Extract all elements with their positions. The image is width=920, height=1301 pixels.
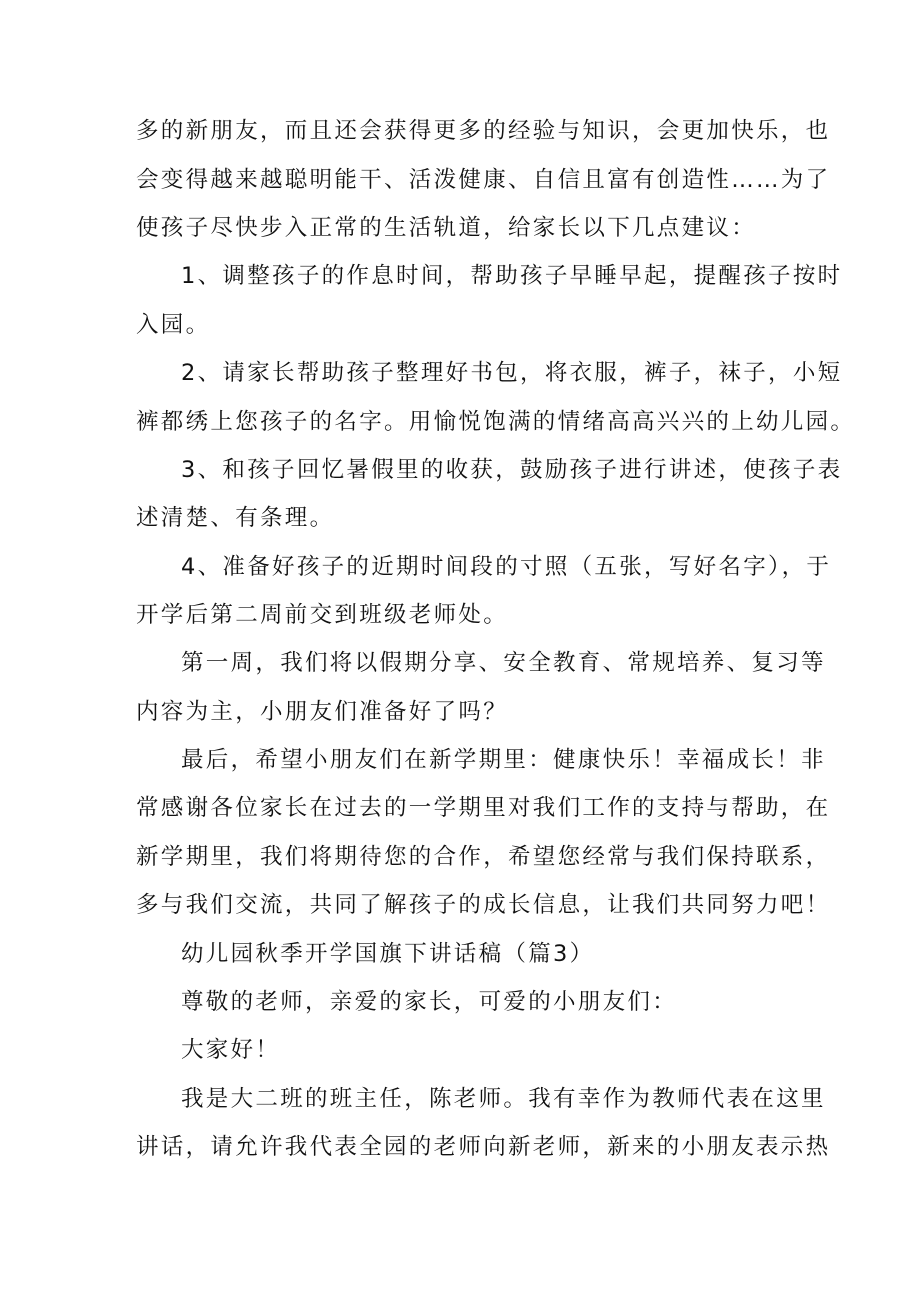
list-item-text: 裤都绣上您孩子的名字。用愉悦饱满的情绪高高兴兴的上幼儿园。	[136, 409, 856, 435]
list-item-text: 2、请家长帮助孩子整理好书包，将衣服，裤子，袜子，小短	[181, 360, 843, 386]
body-text-line: 最后，希望小朋友们在新学期里：健康快乐！幸福成长！非	[181, 747, 826, 773]
body-text-line: 常感谢各位家长在过去的一学期里对我们工作的支持与帮助，在	[136, 795, 831, 821]
list-item-text: 入园。	[136, 312, 211, 338]
list-item-text: 1、调整孩子的作息时间，帮助孩子早睡早起，提醒孩子按时	[181, 263, 843, 289]
body-text-line: 我是大二班的班主任，陈老师。我有幸作为教师代表在这里	[181, 1086, 826, 1112]
section-heading: 幼儿园秋季开学国旗下讲话稿（篇3）	[181, 941, 595, 967]
list-item-text: 述清楚、有条理。	[136, 505, 335, 531]
greeting: 大家好！	[181, 1037, 281, 1063]
body-text-line: 多与我们交流，共同了解孩子的成长信息，让我们共同努力吧！	[136, 892, 831, 918]
list-item-text: 3、和孩子回忆暑假里的收获，鼓励孩子进行讲述，使孩子表	[181, 457, 843, 483]
body-text-line: 内容为主，小朋友们准备好了吗？	[136, 699, 509, 725]
body-text-line: 多的新朋友，而且还会获得更多的经验与知识，会更加快乐，也	[136, 118, 831, 144]
body-text-line: 讲话，请允许我代表全园的老师向新老师，新来的小朋友表示热	[136, 1134, 831, 1160]
list-item-text: 4、准备好孩子的近期时间段的寸照（五张，写好名字），于	[181, 554, 832, 580]
body-text-line: 第一周，我们将以假期分享、安全教育、常规培养、复习等	[181, 650, 826, 676]
body-text-line: 新学期里，我们将期待您的合作，希望您经常与我们保持联系，	[136, 844, 831, 870]
body-text-line: 使孩子尽快步入正常的生活轨道，给家长以下几点建议：	[136, 215, 757, 241]
list-item-text: 开学后第二周前交到班级老师处。	[136, 602, 509, 628]
salutation: 尊敬的老师，亲爱的家长，可爱的小朋友们：	[181, 989, 678, 1015]
body-text-line: 会变得越来越聪明能干、活泼健康、自信且富有创造性……为了	[136, 167, 831, 193]
